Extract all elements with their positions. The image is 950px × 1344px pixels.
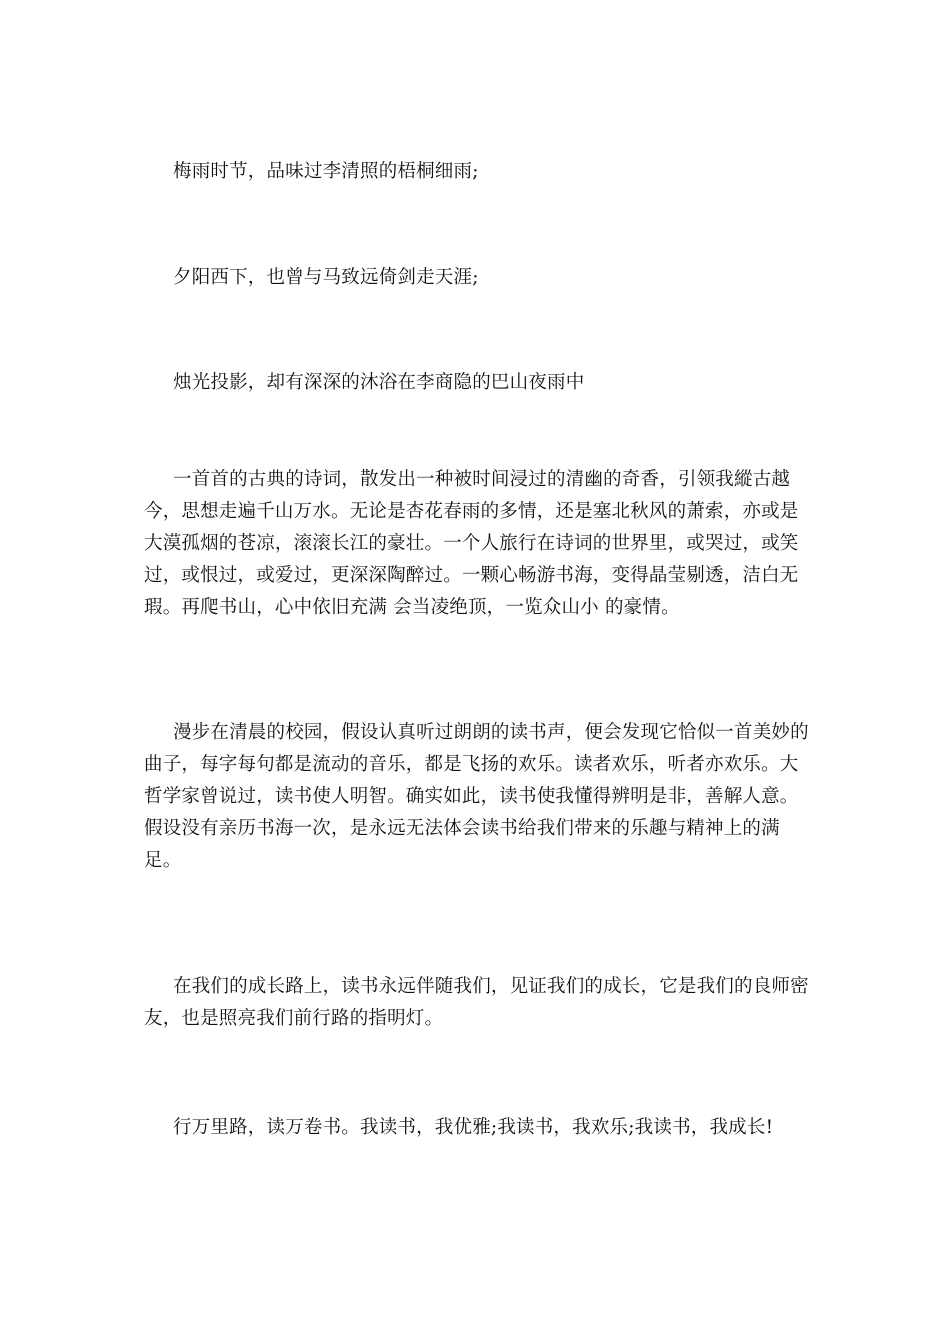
paragraph-7: 行万里路，读万卷书。我读书，我优雅;我读书，我欢乐;我读书，我成长! [173,1117,774,1138]
paragraph-5: 漫步在清晨的校园，假设认真听过朗朗的读书声，便会发现它恰似一首美妙的曲子，每字每句都是流动的音乐，都是飞扬的欢乐。读者欢乐，听者亦欢乐。大哲学家曾说过，读书使人明智。确实如此，读书使我懂得辨明是非，善解人意。假设没有亲历书海一次，是永远无法体会读书给我们带来的乐趣与精神上的满足。 [144,722,809,871]
paragraph-1: 梅雨时节，品味过李清照的梧桐细雨; [173,161,479,182]
paragraph-6: 在我们的成长路上，读书永远伴随我们，见证我们的成长，它是我们的良师密友，也是照亮我们前行路的指明灯。 [144,976,809,1029]
paragraph-2: 夕阳西下，也曾与马致远倚剑走天涯; [173,267,479,288]
paragraph-3: 烛光投影，却有深深的沐浴在李商隐的巴山夜雨中 [173,372,585,393]
paragraph-4: 一首首的古典的诗词，散发出一种被时间浸过的清幽的奇香，引领我縱古越今，思想走遍千山万水。无论是杏花春雨的多情，还是塞北秋风的萧索，亦或是大漠孤烟的苍凉，滚滚长江的豪壮。一个人旅行在诗词的世界里，或哭过，或笑过，或恨过，或爱过，更深深陶醉过。一颗心畅游书海，变得晶莹剔透，洁白无瑕。再爬书山，心中依旧充满 会当凌绝顶，一览众山小 的豪情。 [144,469,799,618]
